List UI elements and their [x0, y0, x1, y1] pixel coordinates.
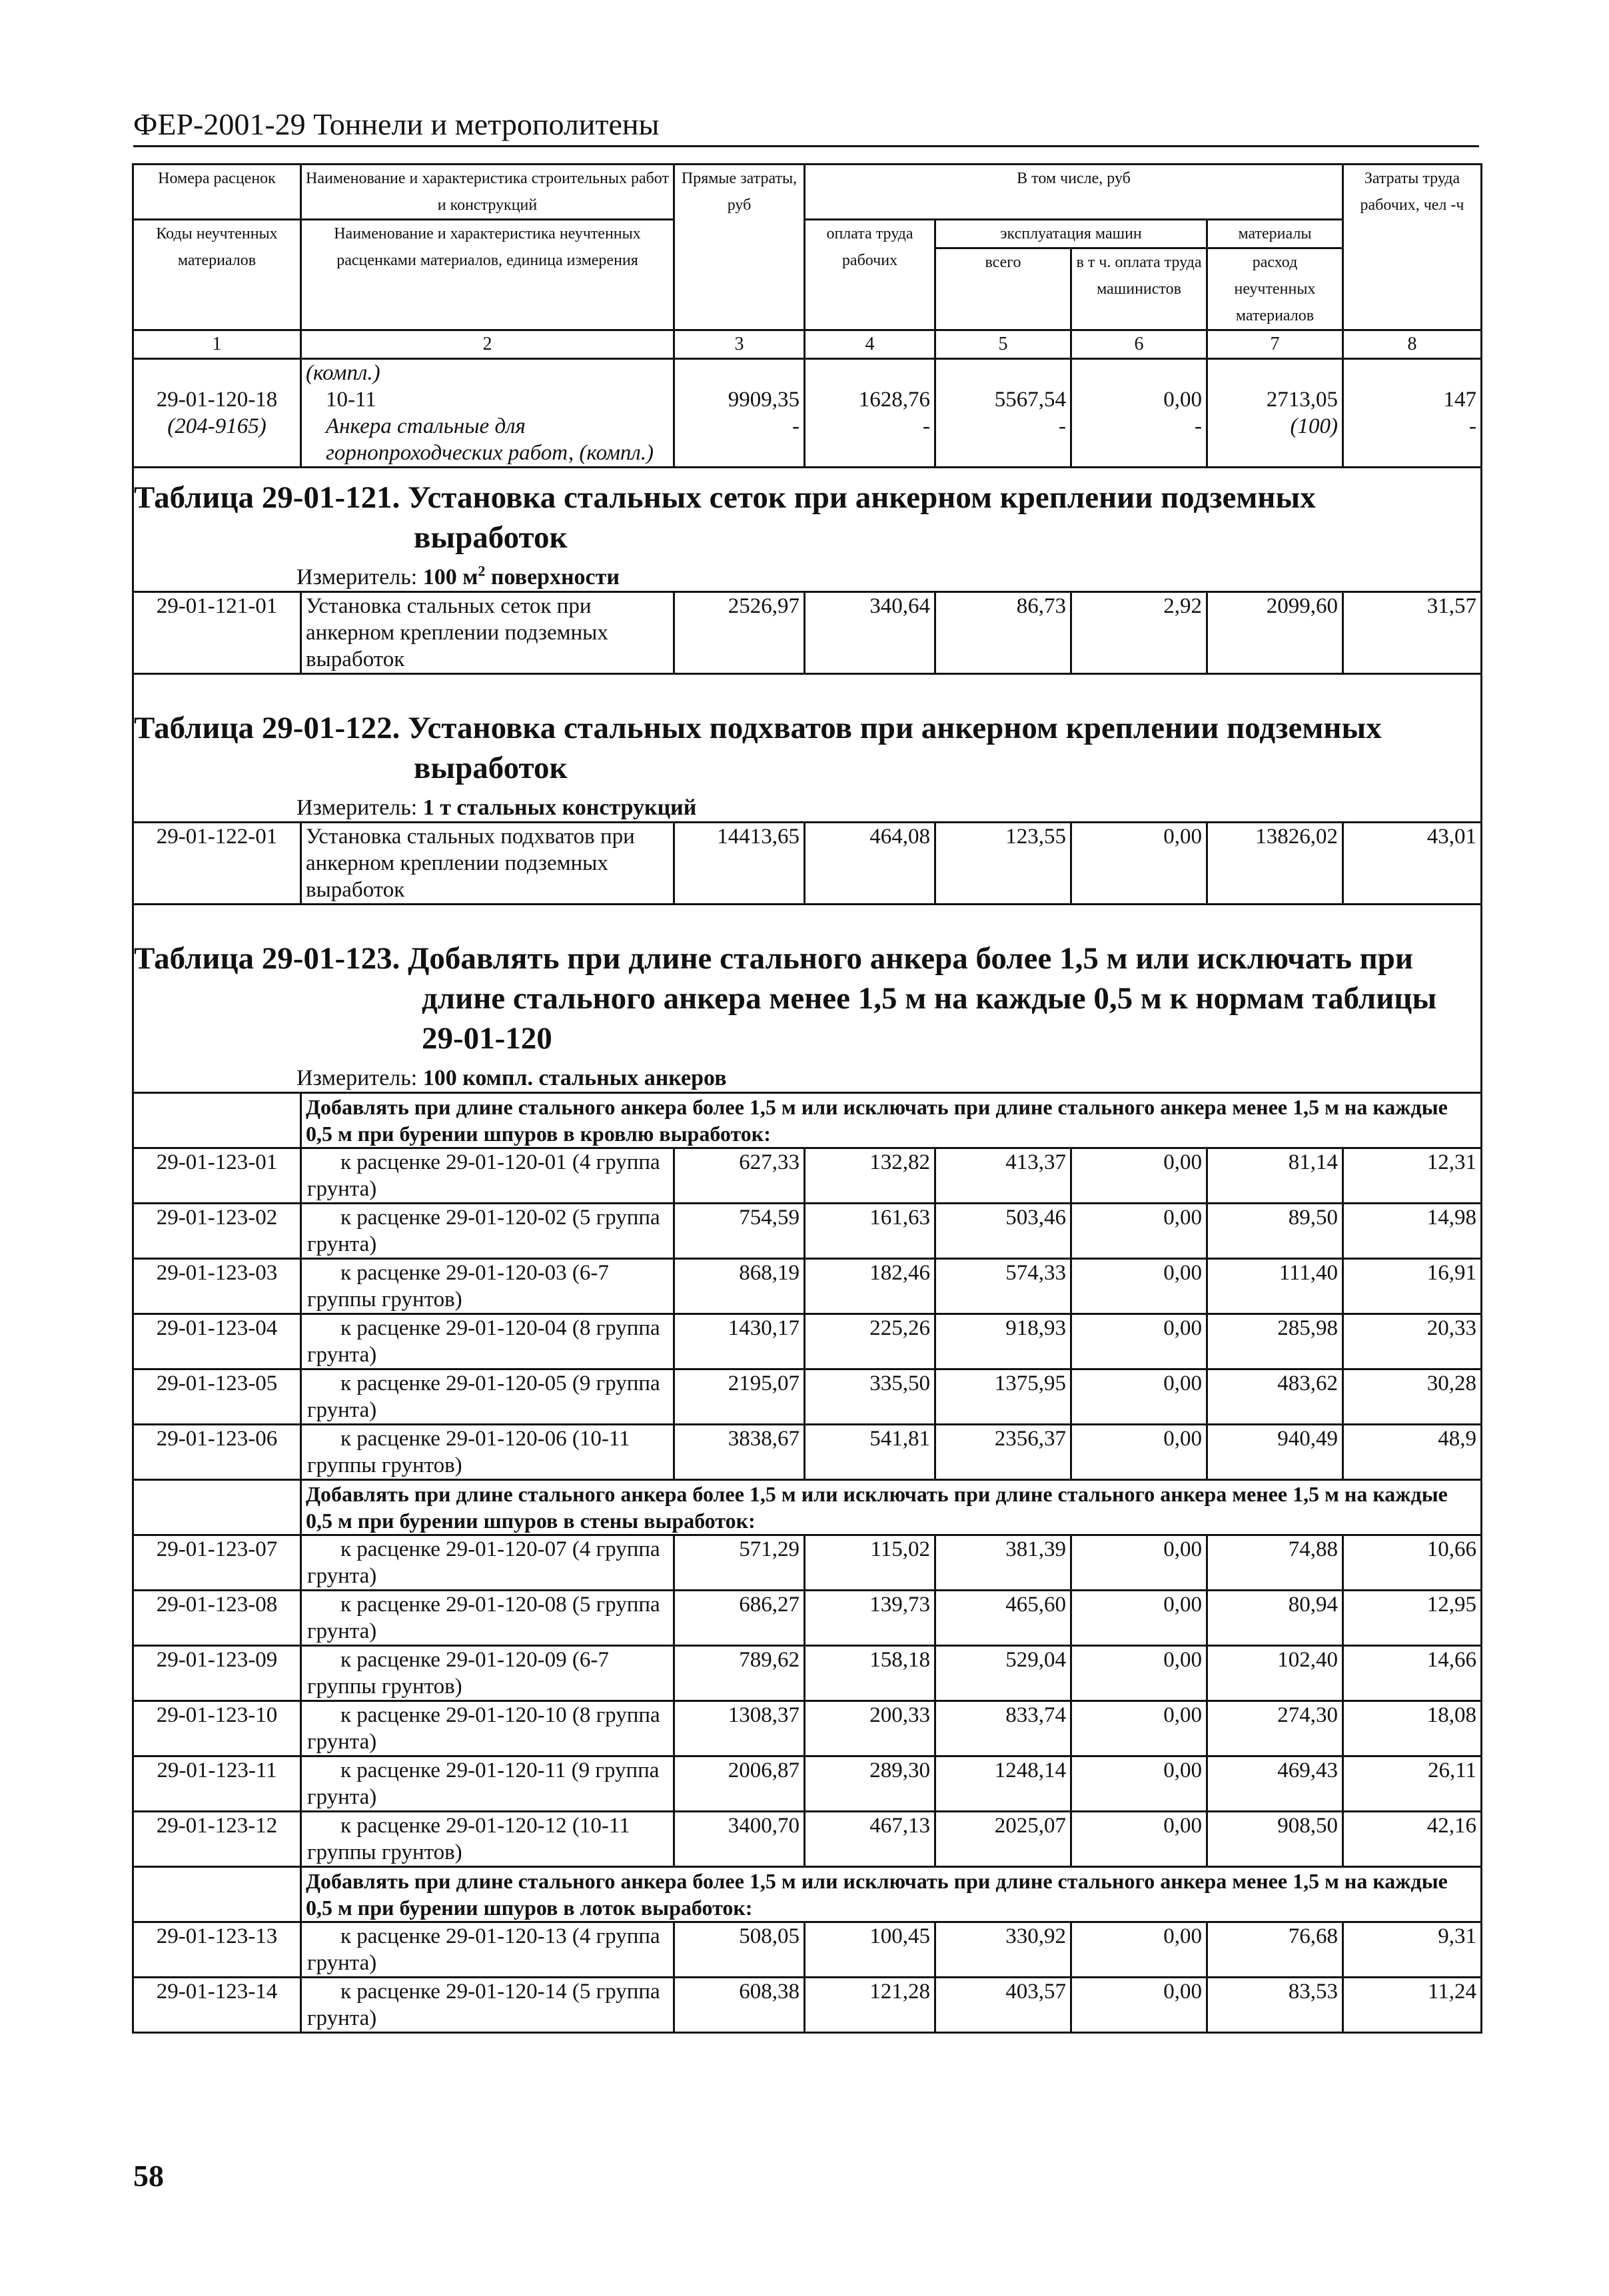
row-mach: 465,60	[935, 1591, 1071, 1646]
row-labor: 20,33	[1343, 1314, 1482, 1369]
idx-6: 6	[1071, 330, 1207, 359]
header-index-row	[133, 330, 1482, 359]
row-machinists: 0,00	[1071, 1535, 1207, 1591]
row-machinists: 0,00	[1071, 1978, 1207, 2033]
row-direct: 1308,37	[674, 1701, 805, 1756]
row-machinists: 0,00	[1071, 1148, 1207, 1204]
row-machinists: 0,00	[1071, 1425, 1207, 1480]
rates-sheet	[132, 163, 1480, 2034]
t123-title-row	[133, 905, 1482, 1093]
idx-4: 4	[805, 330, 935, 359]
section-head: Добавлять при длине стального анкера более 1,5 м или исключать при длине стального анкера менее 1,5 м на каждые 0,5 м при бурении шпуров в кровлю выработок:	[301, 1093, 1482, 1148]
t122-meter: Измеритель: 1 т стальных конструкций	[296, 795, 697, 820]
row-mach: 1375,95	[935, 1369, 1071, 1425]
row-labor: 12,95	[1343, 1591, 1482, 1646]
row-labor: 26,11	[1343, 1756, 1482, 1812]
row-pay: 158,18	[805, 1646, 935, 1701]
row-direct: 754,59	[674, 1204, 805, 1259]
table-row	[133, 1259, 1482, 1314]
row-name: к расценке 29-01-120-06 (10-11 группы грунтов)	[301, 1425, 674, 1480]
section-head: Добавлять при длине стального анкера более 1,5 м или исключать при длине стального анкера менее 1,5 м на каждые 0,5 м при бурении шпуров в стены выработок:	[301, 1480, 1482, 1535]
t123-section-2	[133, 1480, 1482, 1535]
row-mat: 274,30	[1207, 1701, 1343, 1756]
header-row-1	[133, 165, 1482, 220]
row-mat: 285,98	[1207, 1314, 1343, 1369]
row-machinists: 0,00	[1071, 1314, 1207, 1369]
row-machinists: 0,00	[1071, 1701, 1207, 1756]
row-direct: 789,62	[674, 1646, 805, 1701]
row-mach: 86,73	[935, 592, 1071, 674]
row-labor: 16,91	[1343, 1259, 1482, 1314]
table-row	[133, 1148, 1482, 1204]
row-mat: 2099,60	[1207, 592, 1343, 674]
row-name: Установка стальных сеток при анкерном креплении подземных выработок	[301, 592, 674, 674]
hdr-direct: Прямые затраты, руб	[674, 165, 805, 330]
row-mach: 2356,37	[935, 1425, 1071, 1480]
row-name: к расценке 29-01-120-14 (5 группа грунта)	[301, 1978, 674, 2033]
carry-row	[133, 386, 1482, 468]
carry-mach: 5567,54	[994, 388, 1066, 412]
table-row	[133, 1204, 1482, 1259]
row-mach: 330,92	[935, 1922, 1071, 1978]
row-mach: 1248,14	[935, 1756, 1071, 1812]
row-pay: 335,50	[805, 1369, 935, 1425]
t123-meter: Измеритель: 100 компл. стальных анкеров	[296, 1066, 727, 1090]
t122-title: Таблица 29-01-122. Установка стальных подхватов при анкерном креплении подземных выработок	[134, 711, 1382, 785]
row-mach: 381,39	[935, 1535, 1071, 1591]
hdr-col2-bottom: Наименование и характеристика неучтенных расценками материалов, единица измерения	[301, 220, 674, 330]
page-number: 58	[133, 2159, 164, 2193]
row-labor: 31,57	[1343, 592, 1482, 674]
carry-pay: 1628,76	[858, 388, 930, 412]
idx-2: 2	[301, 330, 674, 359]
section-head: Добавлять при длине стального анкера более 1,5 м или исключать при длине стального анкера менее 1,5 м на каждые 0,5 м при бурении шпуров в лоток выработок:	[301, 1867, 1482, 1922]
hdr-machines: эксплуатация машин	[935, 220, 1207, 248]
row-direct: 571,29	[674, 1535, 805, 1591]
row-code: 29-01-123-01	[133, 1148, 301, 1204]
row-labor: 12,31	[1343, 1148, 1482, 1204]
row-direct: 868,19	[674, 1259, 805, 1314]
t123-rows-1	[133, 1148, 1482, 1480]
carry-machinists: 0,00	[1163, 388, 1202, 412]
hdr-materials: материалы	[1207, 220, 1343, 248]
row-mat: 13826,02	[1207, 823, 1343, 905]
row-machinists: 0,00	[1071, 1591, 1207, 1646]
row-name: к расценке 29-01-120-12 (10-11 группы грунтов)	[301, 1812, 674, 1867]
row-name: к расценке 29-01-120-01 (4 группа грунта)	[301, 1148, 674, 1204]
table-row	[133, 1701, 1482, 1756]
row-machinists: 2,92	[1071, 592, 1207, 674]
hdr-incl: В том числе, руб	[805, 165, 1343, 220]
row-mat: 81,14	[1207, 1148, 1343, 1204]
row-code: 29-01-123-09	[133, 1646, 301, 1701]
row-mat: 908,50	[1207, 1812, 1343, 1867]
rates-table	[132, 163, 1482, 2034]
row-code: 29-01-123-02	[133, 1204, 301, 1259]
idx-7: 7	[1207, 330, 1343, 359]
row-labor: 14,98	[1343, 1204, 1482, 1259]
carry-name-it: Анкера стальные для горнопроходческих работ, (компл.)	[326, 414, 654, 465]
row-name: к расценке 29-01-120-11 (9 группа грунта)	[301, 1756, 674, 1812]
row-direct: 3400,70	[674, 1812, 805, 1867]
table-row	[133, 1812, 1482, 1867]
row-code: 29-01-122-01	[133, 823, 301, 905]
t121-title: Таблица 29-01-121. Установка стальных сеток при анкерном креплении подземных выработок	[134, 480, 1316, 555]
table-row	[133, 1922, 1482, 1978]
row-mat: 74,88	[1207, 1535, 1343, 1591]
hdr-labor-cost: Затраты труда рабочих, чел -ч	[1343, 165, 1482, 330]
carry-dash-4: -	[1195, 414, 1202, 438]
row-direct: 14413,65	[674, 823, 805, 905]
row-labor: 9,31	[1343, 1922, 1482, 1978]
table-row	[133, 1425, 1482, 1480]
row-pay: 467,13	[805, 1812, 935, 1867]
row-name: к расценке 29-01-120-08 (5 группа грунта)	[301, 1591, 674, 1646]
carry-mat: 2713,05	[1266, 388, 1338, 412]
hdr-mat-consumption: расход неучтенных материалов	[1207, 248, 1343, 330]
carry-dash-5: -	[1469, 414, 1476, 438]
carry-name: 10-11	[326, 388, 376, 412]
t121-title-row	[133, 468, 1482, 592]
row-code: 29-01-123-03	[133, 1259, 301, 1314]
row-mat: 76,68	[1207, 1922, 1343, 1978]
hdr-col1-bottom: Коды неучтенных материалов	[133, 220, 301, 330]
row-pay: 139,73	[805, 1591, 935, 1646]
row-mach: 413,37	[935, 1148, 1071, 1204]
row-machinists: 0,00	[1071, 1812, 1207, 1867]
table-row	[133, 1535, 1482, 1591]
row-name: к расценке 29-01-120-04 (8 группа грунта)	[301, 1314, 674, 1369]
row-mach: 833,74	[935, 1701, 1071, 1756]
table-row	[133, 1314, 1482, 1369]
row-pay: 100,45	[805, 1922, 935, 1978]
running-head: ФЕР-2001-29 Тоннели и метрополитены	[133, 105, 1479, 147]
carry-dash-3: -	[1059, 414, 1066, 438]
row-mat: 469,43	[1207, 1756, 1343, 1812]
row-pay: 464,08	[805, 823, 935, 905]
table-row	[133, 1591, 1482, 1646]
carry-labor: 147	[1443, 388, 1476, 412]
row-direct: 2195,07	[674, 1369, 805, 1425]
row-mat: 80,94	[1207, 1591, 1343, 1646]
table-row	[133, 1369, 1482, 1425]
row-name: к расценке 29-01-120-05 (9 группа грунта)	[301, 1369, 674, 1425]
row-code: 29-01-123-11	[133, 1756, 301, 1812]
header-row-2	[133, 220, 1482, 248]
row-direct: 3838,67	[674, 1425, 805, 1480]
row-pay: 132,82	[805, 1148, 935, 1204]
row-name: к расценке 29-01-120-03 (6-7 группы грунтов)	[301, 1259, 674, 1314]
row-name: к расценке 29-01-120-09 (6-7 группы грунтов)	[301, 1646, 674, 1701]
row-pay: 340,64	[805, 592, 935, 674]
row-labor: 43,01	[1343, 823, 1482, 905]
row-labor: 42,16	[1343, 1812, 1482, 1867]
row-code: 29-01-123-05	[133, 1369, 301, 1425]
row-mach: 503,46	[935, 1204, 1071, 1259]
row-machinists: 0,00	[1071, 1756, 1207, 1812]
carry-dash-2: -	[923, 414, 930, 438]
row-mat: 111,40	[1207, 1259, 1343, 1314]
row-direct: 2006,87	[674, 1756, 805, 1812]
row-code: 29-01-123-13	[133, 1922, 301, 1978]
t123-section-3	[133, 1867, 1482, 1922]
row-machinists: 0,00	[1071, 1204, 1207, 1259]
carry-mat-sub: (100)	[1290, 414, 1338, 438]
row-machinists: 0,00	[1071, 823, 1207, 905]
idx-5: 5	[935, 330, 1071, 359]
row-direct: 627,33	[674, 1148, 805, 1204]
carry-row-top	[133, 359, 1482, 387]
row-code: 29-01-123-10	[133, 1701, 301, 1756]
row-mat: 483,62	[1207, 1369, 1343, 1425]
row-pay: 225,26	[805, 1314, 935, 1369]
row-name: Установка стальных подхватов при анкерном креплении подземных выработок	[301, 823, 674, 905]
row-machinists: 0,00	[1071, 1922, 1207, 1978]
carry-code-sub: (204-9165)	[167, 414, 267, 438]
row-mach: 918,93	[935, 1314, 1071, 1369]
idx-3: 3	[674, 330, 805, 359]
row-code: 29-01-123-07	[133, 1535, 301, 1591]
row-direct: 508,05	[674, 1922, 805, 1978]
t121-meter: Измеритель: 100 $м^2$ поверхности	[296, 562, 620, 589]
hdr-col2-top: Наименование и характеристика строительных работ и конструкций	[301, 165, 674, 220]
row-name: к расценке 29-01-120-10 (8 группа грунта)	[301, 1701, 674, 1756]
row-pay: 200,33	[805, 1701, 935, 1756]
row-direct: 2526,97	[674, 592, 805, 674]
row-mach: 403,57	[935, 1978, 1071, 2033]
row-pay: 115,02	[805, 1535, 935, 1591]
carry-direct: 9909,35	[728, 388, 800, 412]
row-labor: 11,24	[1343, 1978, 1482, 2033]
row-mat: 89,50	[1207, 1204, 1343, 1259]
hdr-labor-pay: оплата труда рабочих	[805, 220, 935, 330]
t123-rows-3	[133, 1922, 1482, 2033]
row-mach: 529,04	[935, 1646, 1071, 1701]
row-name: к расценке 29-01-120-02 (5 группа грунта)	[301, 1204, 674, 1259]
idx-1: 1	[133, 330, 301, 359]
row-labor: 10,66	[1343, 1535, 1482, 1591]
row-mach: 2025,07	[935, 1812, 1071, 1867]
row-mat: 940,49	[1207, 1425, 1343, 1480]
t123-section-1	[133, 1093, 1482, 1148]
idx-8: 8	[1343, 330, 1482, 359]
row-labor: 30,28	[1343, 1369, 1482, 1425]
carry-text1: (компл.)	[301, 359, 674, 387]
table-row	[133, 823, 1482, 905]
t123-title: Таблица 29-01-123. Добавлять при длине стального анкера более 1,5 м или исключать при длине стального анкера менее 1,5 м на каждые 0,5 м к нормам таблицы 29-01-120	[134, 941, 1437, 1056]
hdr-total: всего	[935, 248, 1071, 330]
row-pay: 289,30	[805, 1756, 935, 1812]
t122-title-row	[133, 674, 1482, 823]
table-row	[133, 1756, 1482, 1812]
row-mat: 83,53	[1207, 1978, 1343, 2033]
row-direct: 1430,17	[674, 1314, 805, 1369]
table-row	[133, 1646, 1482, 1701]
row-labor: 48,9	[1343, 1425, 1482, 1480]
table-row	[133, 592, 1482, 674]
carry-code: 29-01-120-18	[156, 388, 278, 412]
row-mach: 123,55	[935, 823, 1071, 905]
row-mat: 102,40	[1207, 1646, 1343, 1701]
row-mach: 574,33	[935, 1259, 1071, 1314]
row-code: 29-01-121-01	[133, 592, 301, 674]
row-code: 29-01-123-04	[133, 1314, 301, 1369]
row-labor: 14,66	[1343, 1646, 1482, 1701]
row-direct: 686,27	[674, 1591, 805, 1646]
hdr-col1-top: Номера расценок	[133, 165, 301, 220]
carry-dash-1: -	[792, 414, 800, 438]
row-name: к расценке 29-01-120-13 (4 группа грунта)	[301, 1922, 674, 1978]
row-direct: 608,38	[674, 1978, 805, 2033]
row-pay: 182,46	[805, 1259, 935, 1314]
hdr-incl-machinists: в т ч. оплата труда машинистов	[1071, 248, 1207, 330]
row-pay: 161,63	[805, 1204, 935, 1259]
row-code: 29-01-123-14	[133, 1978, 301, 2033]
row-pay: 541,81	[805, 1425, 935, 1480]
row-pay: 121,28	[805, 1978, 935, 2033]
row-code: 29-01-123-12	[133, 1812, 301, 1867]
row-code: 29-01-123-08	[133, 1591, 301, 1646]
table-row	[133, 1978, 1482, 2033]
t123-rows-2	[133, 1535, 1482, 1867]
row-name: к расценке 29-01-120-07 (4 группа грунта)	[301, 1535, 674, 1591]
row-machinists: 0,00	[1071, 1259, 1207, 1314]
row-code: 29-01-123-06	[133, 1425, 301, 1480]
row-labor: 18,08	[1343, 1701, 1482, 1756]
row-machinists: 0,00	[1071, 1369, 1207, 1425]
row-machinists: 0,00	[1071, 1646, 1207, 1701]
